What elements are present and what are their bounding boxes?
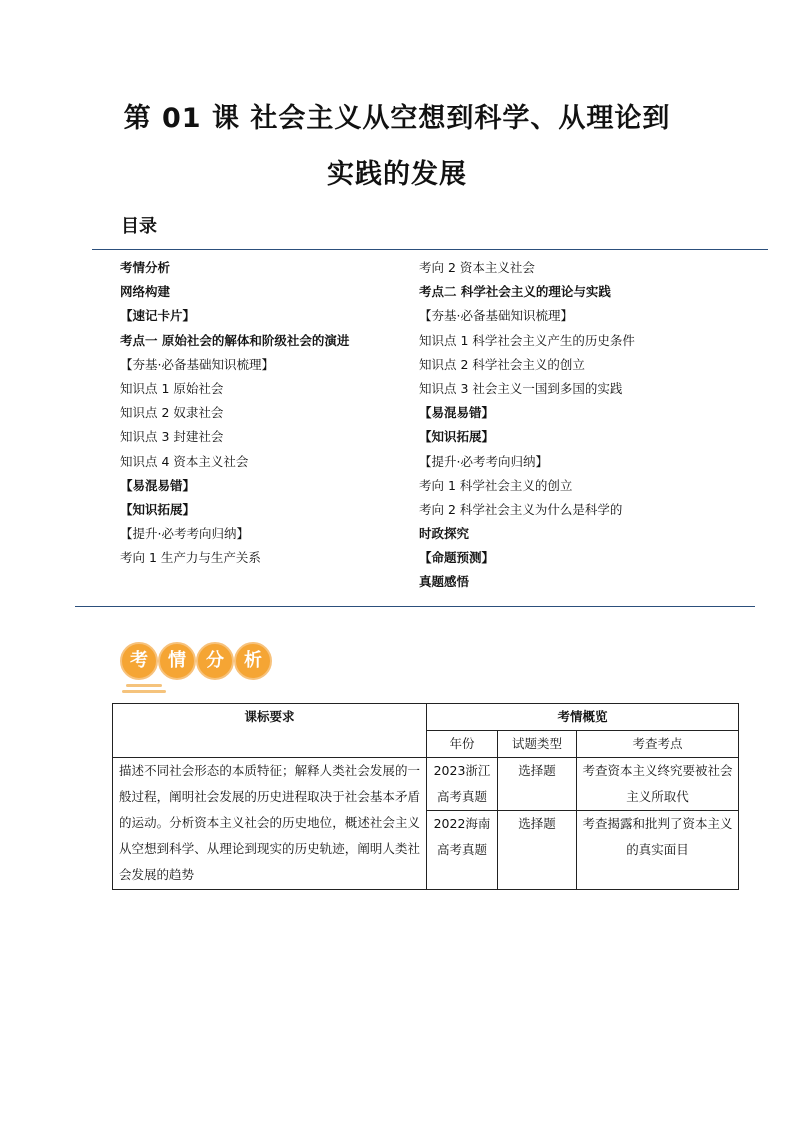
toc-left-column (120, 256, 400, 570)
toc-item[interactable]: 知识点 1 原始社会 (120, 380, 224, 396)
subheader-type: 试题类型 (498, 731, 577, 758)
toc-item[interactable]: 【知识拓展】 (419, 429, 495, 445)
exam-overview-table (112, 703, 739, 890)
toc-item[interactable]: 知识点 4 资本主义社会 (120, 453, 249, 469)
toc-item[interactable]: 【知识拓展】 (120, 501, 196, 517)
point-cell: 考查揭露和批判了资本主义的真实面目 (577, 811, 739, 890)
toc-item[interactable]: 【速记卡片】 (120, 308, 196, 324)
toc-top-rule (92, 249, 768, 250)
page-title-line-2: 实践的发展 (327, 159, 467, 190)
toc-item[interactable]: 【提升·必考考向归纳】 (120, 526, 249, 542)
col-header-overview: 考情概览 (427, 704, 739, 731)
toc-item[interactable]: 考向 2 资本主义社会 (419, 260, 535, 275)
badge-decoration (126, 684, 162, 687)
subheader-year: 年份 (427, 731, 498, 758)
point-cell: 考查资本主义终究要被社会主义所取代 (577, 758, 739, 811)
toc-item[interactable]: 【提升·必考考向归纳】 (419, 453, 548, 469)
requirement-text: 描述不同社会形态的本质特征；解释人类社会发展的一般过程，阐明社会发展的历史进程取决于社会基本矛盾的运动。分析资本主义社会的历史地位，概述社会主义从空想到科学、从理论到现实的历史轨迹，阐明人类社会发展的趋势 (119, 763, 420, 882)
badge-char-4: 析 (234, 642, 272, 680)
requirement-cell (113, 758, 427, 890)
toc-item[interactable]: 考点二 科学社会主义的理论与实践 (419, 284, 611, 300)
badge-char-3: 分 (196, 642, 234, 680)
year-cell: 2022海南高考真题 (427, 811, 498, 890)
toc-item[interactable]: 知识点 3 社会主义一国到多国的实践 (419, 380, 623, 396)
year-cell: 2023浙江高考真题 (427, 758, 498, 811)
toc-item[interactable]: 【易混易错】 (120, 477, 196, 493)
toc-item[interactable]: 知识点 3 封建社会 (120, 429, 224, 445)
toc-item[interactable]: 知识点 2 科学社会主义的创立 (419, 356, 585, 372)
toc-item[interactable]: 考情分析 (120, 260, 171, 275)
toc-item[interactable]: 时政探究 (419, 526, 470, 542)
toc-item[interactable]: 考向 2 科学社会主义为什么是科学的 (419, 501, 623, 517)
col-header-requirement: 课标要求 (113, 704, 427, 758)
toc-item[interactable]: 知识点 2 奴隶社会 (120, 405, 224, 421)
toc-item[interactable]: 真题感悟 (419, 574, 470, 590)
toc-item[interactable]: 考向 1 生产力与生产关系 (120, 550, 261, 566)
toc-item[interactable]: 知识点 1 科学社会主义产生的历史条件 (419, 332, 635, 348)
toc-item[interactable]: 网络构建 (120, 284, 171, 300)
toc-item[interactable]: 【夯基·必备基础知识梳理】 (120, 356, 274, 372)
toc-bottom-rule (75, 606, 755, 607)
subheader-point: 考查考点 (577, 731, 739, 758)
page-title-line-1: 第 01 课 社会主义从空想到科学、从理论到 (123, 103, 671, 134)
toc-item[interactable]: 考点一 原始社会的解体和阶级社会的演进 (120, 332, 350, 348)
badge-decoration (122, 690, 166, 693)
badge-char-2: 情 (158, 642, 196, 680)
type-cell: 选择题 (498, 758, 577, 811)
toc-item[interactable]: 【易混易错】 (419, 405, 495, 421)
toc-right-column (419, 256, 719, 595)
toc-item[interactable]: 【夯基·必备基础知识梳理】 (419, 308, 573, 324)
toc-item[interactable]: 【命题预测】 (419, 550, 495, 566)
table-row (113, 758, 739, 811)
toc-heading: 目录 (121, 216, 157, 237)
type-cell: 选择题 (498, 811, 577, 890)
badge-char-1: 考 (120, 642, 158, 680)
exam-analysis-badge (118, 640, 278, 700)
toc-item[interactable]: 考向 1 科学社会主义的创立 (419, 477, 573, 493)
